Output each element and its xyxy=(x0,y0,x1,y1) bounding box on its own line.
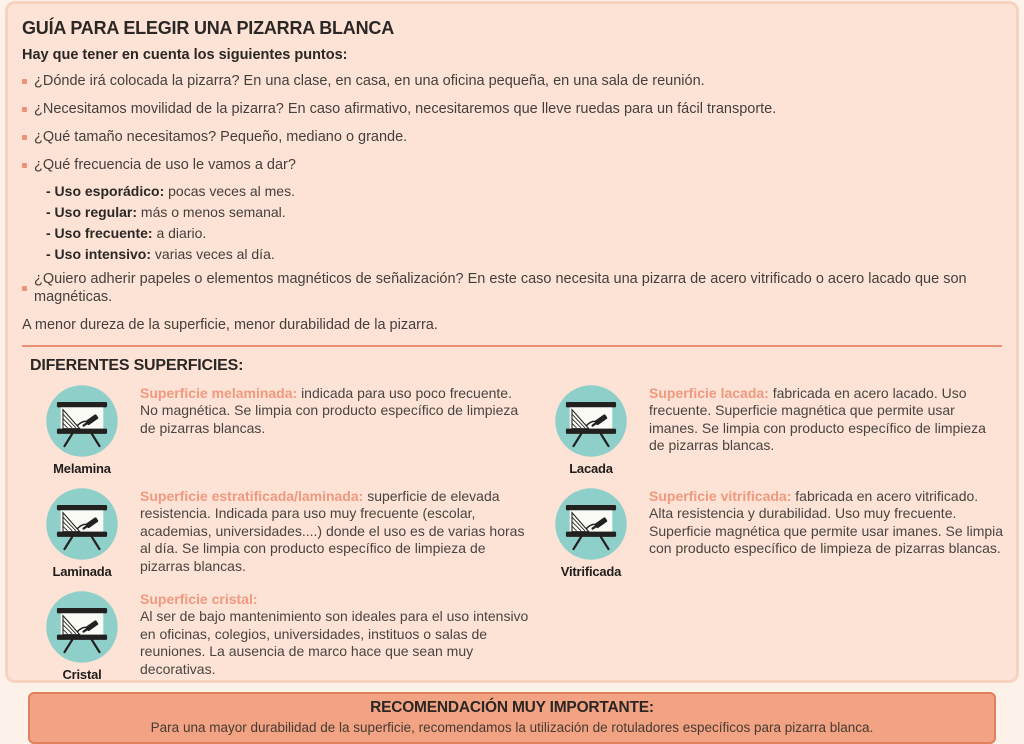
surface-icon-column xyxy=(36,383,128,476)
surface-title: Superficie estratificada/laminada: xyxy=(140,487,364,504)
recommendation-banner xyxy=(28,692,996,744)
recommendation-text: Para una mayor durabilidad de la superficie, recomendamos la utilización de rotuladores específicos para pizarra blanca. xyxy=(150,719,874,735)
frequency-item xyxy=(46,225,1004,241)
bullet-marker xyxy=(22,135,27,140)
frequency-list xyxy=(46,183,1004,262)
surface-item-laminada xyxy=(36,486,531,579)
bullet-item-frequency xyxy=(22,157,1004,174)
surface-name-label: Cristal xyxy=(62,666,102,682)
surface-body: fabricada en acero vitrificado. Alta resistencia y durabilidad. Uso muy frecuente. Superficie magnética que permite usar imanes. Se limpia con producto específico de limpieza de pizarras blancas. xyxy=(649,487,1004,557)
surface-description xyxy=(140,383,531,476)
surface-item-cristal xyxy=(36,589,531,682)
surface-description xyxy=(140,486,531,579)
surface-body: Al ser de bajo mantenimiento son ideales para el uso intensivo en oficinas, colegios, universidades, instituos o salas de reuniones. La ausencia de marco hace que sean muy decorativas. xyxy=(140,608,529,677)
frequency-text: pocas veces al mes. xyxy=(168,183,295,200)
frequency-label: - Uso regular: xyxy=(46,204,138,221)
intro-subtitle: Hay que tener en cuenta los siguientes puntos: xyxy=(22,47,348,63)
bullet-marker xyxy=(22,107,27,112)
frequency-label: - Uso intensivo: xyxy=(46,246,152,263)
bullet-item-mobility xyxy=(22,101,1004,118)
surface-title: Superficie lacada: xyxy=(649,384,769,401)
frequency-item xyxy=(46,204,1004,220)
frequency-text: a diario. xyxy=(156,225,207,242)
surfaces-grid xyxy=(36,383,1004,682)
surface-title: Superficie cristal: xyxy=(140,590,258,607)
surface-icon-column xyxy=(36,589,128,682)
bullet-marker xyxy=(22,79,27,84)
section-divider xyxy=(22,345,1002,347)
whiteboard-icon xyxy=(44,486,120,562)
surface-description xyxy=(649,383,1004,476)
bullet-item-size xyxy=(22,129,1004,146)
surface-description xyxy=(140,589,531,682)
surface-icon-column xyxy=(545,383,637,476)
whiteboard-icon xyxy=(44,589,120,665)
surface-icon-column xyxy=(36,486,128,579)
frequency-label: - Uso esporádico: xyxy=(46,183,165,200)
surface-name-label: Vitrificada xyxy=(560,563,622,579)
recommendation-title: RECOMENDACIÓN MUY IMPORTANTE: xyxy=(370,698,654,716)
bullet-text: ¿Qué tamaño necesitamos? Pequeño, mediano o grande. xyxy=(34,129,408,146)
bullet-text: ¿Necesitamos movilidad de la pizarra? En caso afirmativo, necesitaremos que lleve ruedas para un fácil transporte. xyxy=(34,101,777,118)
bullet-text: ¿Qué frecuencia de uso le vamos a dar? xyxy=(34,157,296,174)
frequency-text: varias veces al día. xyxy=(154,246,275,263)
bullet-text: ¿Dónde irá colocada la pizarra? En una clase, en casa, en una oficina pequeña, en una sala de reunión. xyxy=(34,73,705,89)
surface-title: Superficie melaminada: xyxy=(140,384,298,401)
surface-body: superficie de elevada resistencia. Indicada para uso muy frecuente (escolar, academias, universidades....) donde el uso es de varias horas al día. Se limpia con producto específico de limpieza de pizarras blancas. xyxy=(140,487,525,574)
whiteboard-icon xyxy=(44,383,120,459)
surface-description xyxy=(649,486,1004,579)
surface-body: fabricada en acero lacado. Uso frecuente. Superficie magnética que permite usar imanes. Se limpia con producto específico de limpieza de pizarras blancas. xyxy=(649,384,986,454)
bullet-text: ¿Quiero adherir papeles o elementos magnéticos de señalización? En este caso necesita una pizarra de acero vitrificado o acero lacado que son magnéticas. xyxy=(34,271,967,305)
surface-body: indicada para uso poco frecuente. No magnética. Se limpia con producto específico de limpieza de pizarras blancas. xyxy=(140,384,519,436)
bullet-item-location xyxy=(22,73,1004,90)
bullet-marker xyxy=(22,286,27,291)
surfaces-heading: DIFERENTES SUPERFICIES: xyxy=(30,356,244,374)
frequency-item xyxy=(46,183,1004,199)
bullet-item-magnetic xyxy=(22,271,1004,305)
whiteboard-icon xyxy=(553,486,629,562)
frequency-label: - Uso frecuente: xyxy=(46,225,153,242)
surface-title: Superficie vitrificada: xyxy=(649,487,792,504)
guide-card xyxy=(5,1,1019,735)
whiteboard-icon xyxy=(553,383,629,459)
surface-name-label: Lacada xyxy=(569,460,613,476)
surface-name-label: Melamina xyxy=(53,460,111,476)
surface-name-label: Laminada xyxy=(52,563,112,579)
frequency-item xyxy=(46,246,1004,262)
frequency-text: más o menos semanal. xyxy=(140,204,286,221)
surface-item-lacada xyxy=(545,383,1004,476)
surface-item-vitrificada xyxy=(545,486,1004,579)
surface-icon-column xyxy=(545,486,637,579)
page-title: GUÍA PARA ELEGIR UNA PIZARRA BLANCA xyxy=(22,18,394,38)
bullet-marker xyxy=(22,163,27,168)
surface-item-melamina xyxy=(36,383,531,476)
hardness-note: A menor dureza de la superficie, menor durabilidad de la pizarra. xyxy=(22,316,438,333)
